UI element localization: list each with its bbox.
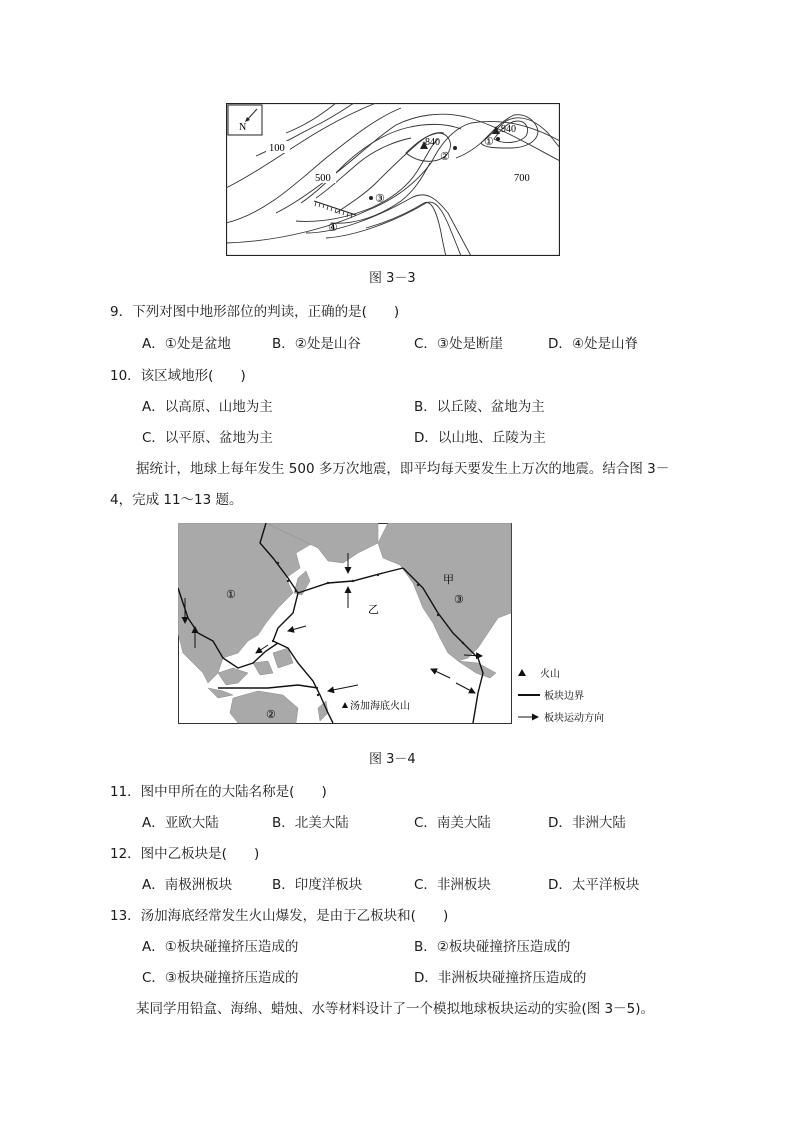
contour-label-500: 500 [315, 173, 331, 184]
question-11-option-a: A．亚欧大陆 [142, 815, 219, 831]
label-tonga-volcano: 汤加海底火山 [350, 701, 410, 712]
plate-label-1: ① [226, 589, 236, 601]
contour-map-figure [226, 103, 560, 256]
point-3-label: ③ [375, 193, 385, 205]
question-10-option-c: C．以平原、盆地为主 [142, 430, 273, 446]
question-11-stem: 11．图中甲所在的大陆名称是( ) [110, 784, 327, 800]
question-11-option-c: C．南美大陆 [414, 815, 491, 831]
question-9-option-c: C．③处是断崖 [414, 336, 504, 352]
plate-map-figure [178, 523, 614, 728]
contour-label-700: 700 [514, 173, 530, 184]
question-11-option-d: D．非洲大陆 [548, 815, 626, 831]
question-13-option-c: C．③板块碰撞挤压造成的 [142, 970, 299, 986]
point-1-dot [496, 137, 500, 141]
question-10-option-a: A．以高原、山地为主 [142, 399, 273, 415]
legend-volcano-label: 火山 [540, 669, 560, 680]
plate-label-3: ③ [454, 594, 464, 606]
question-10-option-b: B．以丘陵、盆地为主 [414, 399, 545, 415]
question-13-option-b: B．②板块碰撞挤压造成的 [414, 939, 571, 955]
legend-motion-label: 板块运动方向 [544, 713, 604, 724]
question-9-stem: 9．下列对图中地形部位的判读，正确的是( ) [110, 304, 400, 320]
plate-label-2: ② [266, 709, 276, 721]
question-12-option-d: D．太平洋板块 [548, 877, 640, 893]
label-yi: 乙 [368, 604, 379, 616]
experiment-intro-line: 某同学用铅盒、海绵、蜡烛、水等材料设计了一个模拟地球板块运动的实验(图 3－5)。 [136, 1001, 655, 1017]
question-9-option-b: B．②处是山谷 [272, 336, 361, 352]
point-2-dot [453, 146, 457, 150]
intro-line-2: 4，完成 11～13 题。 [110, 492, 243, 508]
figure-3-4-caption: 图 3－4 [369, 752, 416, 767]
question-12-option-a: A．南极洲板块 [142, 877, 233, 893]
point-4-label: ④ [328, 222, 338, 234]
question-12-option-c: C．非洲板块 [414, 877, 491, 893]
question-12-option-b: B．印度洋板块 [272, 877, 363, 893]
elevation-label-840: 840 [425, 137, 440, 148]
question-9-option-d: D．④处是山脊 [548, 336, 638, 352]
question-9-option-a: A．①处是盆地 [142, 336, 231, 352]
question-12-stem: 12．图中乙板块是( ) [110, 846, 260, 862]
point-2-label: ② [440, 151, 450, 163]
question-11-option-b: B．北美大陆 [272, 815, 349, 831]
elevation-label-940: 940 [501, 124, 516, 135]
north-label: N [239, 122, 247, 133]
legend-boundary-label: 板块边界 [544, 691, 584, 702]
intro-line-1: 据统计，地球上每年发生 500 多万次地震，即平均每天要发生上万次的地震。结合图 3－ [136, 461, 670, 477]
question-10-option-d: D．以山地、丘陵为主 [414, 430, 546, 446]
question-10-stem: 10．该区域地形( ) [110, 368, 246, 384]
question-13-option-d: D．非洲板块碰撞挤压造成的 [414, 970, 587, 986]
label-jia: 甲 [443, 574, 454, 586]
question-13-option-a: A．①板块碰撞挤压造成的 [142, 939, 299, 955]
contour-label-100: 100 [269, 143, 285, 154]
point-3-dot [369, 196, 373, 200]
question-13-stem: 13．汤加海底经常发生火山爆发，是由于乙板块和( ) [110, 908, 449, 924]
figure-3-3-caption: 图 3－3 [369, 271, 416, 286]
legend-volcano-icon [518, 669, 526, 676]
point-1-label: ① [484, 136, 494, 148]
